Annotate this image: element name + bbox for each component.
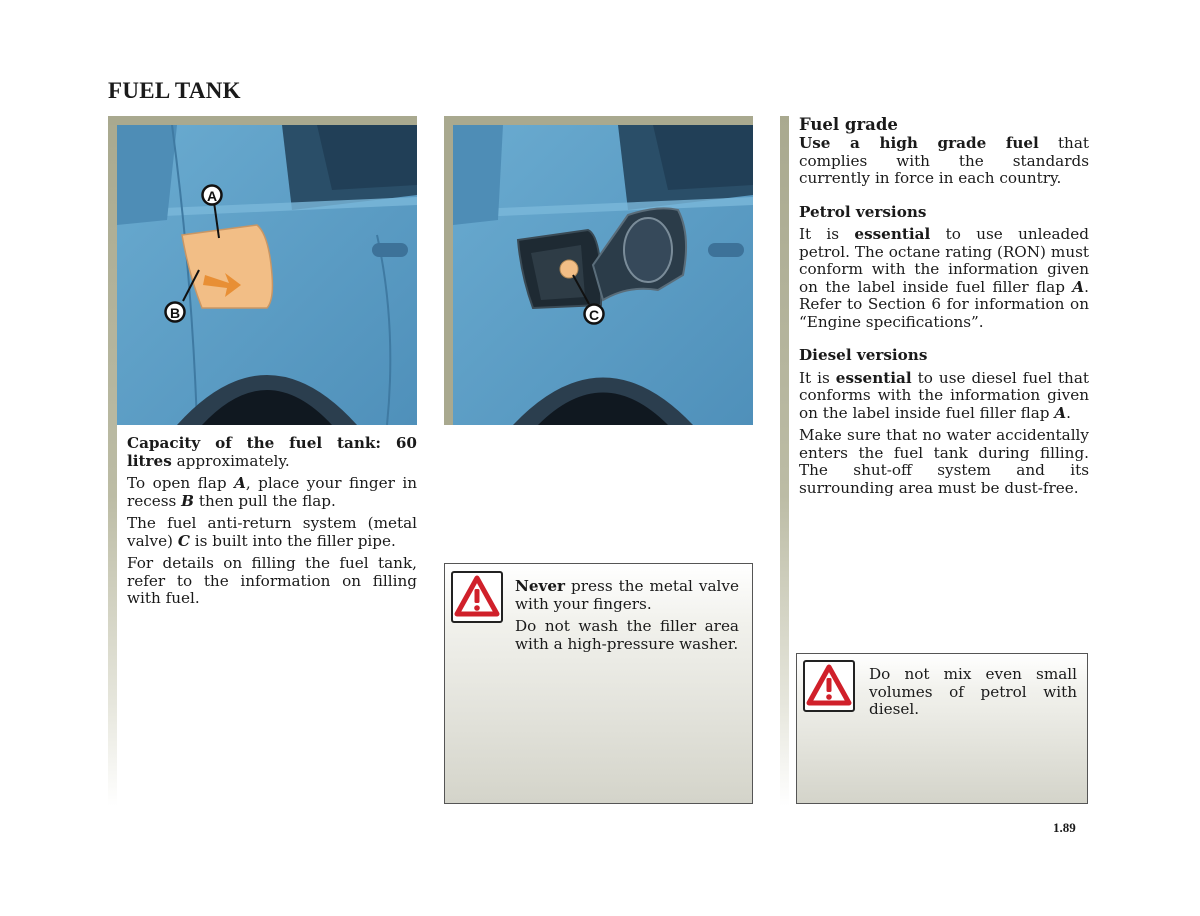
open-flap-text-3: then pull the flap. (194, 491, 336, 510)
capacity-rest: approximately. (171, 451, 290, 470)
capacity-paragraph (127, 435, 417, 470)
fuel-flap-closed-photo (117, 125, 417, 425)
grade-rest: that complies with the standards currently in force in each country. (799, 134, 1089, 187)
open-flap-ref-a: A (234, 474, 246, 492)
open-flap-text-1: To open flap (127, 474, 235, 492)
right-column-text (799, 115, 1089, 502)
warning-mix-text: Do not mix even small volumes of petrol with diesel. (869, 665, 1077, 718)
warning-triangle-icon (451, 571, 503, 623)
right-column-bar (780, 116, 789, 806)
label-a: A (206, 188, 218, 204)
grade-bold: Use a high grade fuel (799, 134, 1039, 152)
right-photo-frame-side (444, 116, 453, 425)
petrol-heading: Petrol versions (799, 202, 927, 221)
diesel-ref-a: A (1054, 403, 1067, 422)
anti-return-paragraph (127, 515, 417, 550)
warning-triangle-icon (803, 660, 855, 712)
diesel-text-1: It is (799, 368, 836, 387)
fuel-grade-heading: Fuel grade (799, 115, 898, 134)
warning-valve-text (515, 578, 739, 658)
anti-return-ref-c: C (177, 531, 190, 550)
warning-box-valve (444, 563, 753, 804)
capacity-bold: Capacity of the fuel tank: 60 litres (127, 434, 417, 470)
fuel-flap-open-photo (453, 125, 753, 425)
open-flap-text-2: , place your finger in recess (127, 474, 417, 510)
diesel-heading: Diesel versions (799, 346, 928, 364)
open-flap-ref-b: B (181, 491, 195, 510)
label-b: B (169, 305, 181, 321)
never-bold: Never (515, 577, 566, 595)
warning-box-mix (796, 653, 1088, 804)
left-column-text (127, 435, 417, 613)
petrol-text-1: It is (799, 225, 855, 243)
anti-return-text-1: The fuel anti-return system (metal valve) (127, 514, 417, 550)
left-column-bar (108, 116, 117, 806)
details-paragraph: For details on filling the fuel tank, refer to the information on filling with fuel. (127, 554, 417, 607)
anti-return-text-2: is built into the filler pipe. (189, 531, 396, 550)
page-number: 1.89 (1053, 820, 1076, 835)
petrol-paragraph (799, 226, 1089, 331)
diesel-paragraph (799, 370, 1089, 423)
no-wash-paragraph: Do not wash the filler area with a high-pressure washer. (515, 617, 739, 653)
petrol-text-3: . Refer to Section 6 for information on “Engine specifications”. (799, 277, 1089, 331)
diesel-text-2: to use diesel fuel that conforms with the information given on the label inside fuel filler flap (799, 368, 1089, 422)
left-photo-frame (108, 116, 417, 125)
never-rest: press the metal valve with your fingers. (515, 577, 739, 613)
water-paragraph: Make sure that no water accidentally enters the fuel tank during filling. The shut-off system and its surrounding area must be dust-free. (799, 426, 1089, 497)
right-photo-frame (444, 116, 753, 125)
never-press-paragraph (515, 578, 739, 613)
fuel-grade-paragraph (799, 135, 1089, 188)
diesel-essential: essential (835, 368, 912, 387)
petrol-text-2: to use unleaded petrol. The octane rating (RON) must conform with the information given on the label inside fuel filler flap (799, 225, 1089, 296)
label-c: C (588, 307, 600, 323)
page-title: FUEL TANK (108, 78, 241, 103)
petrol-essential: essential (854, 225, 931, 243)
diesel-text-3: . (1066, 403, 1071, 422)
open-flap-paragraph (127, 475, 417, 510)
petrol-ref-a: A (1072, 277, 1085, 296)
